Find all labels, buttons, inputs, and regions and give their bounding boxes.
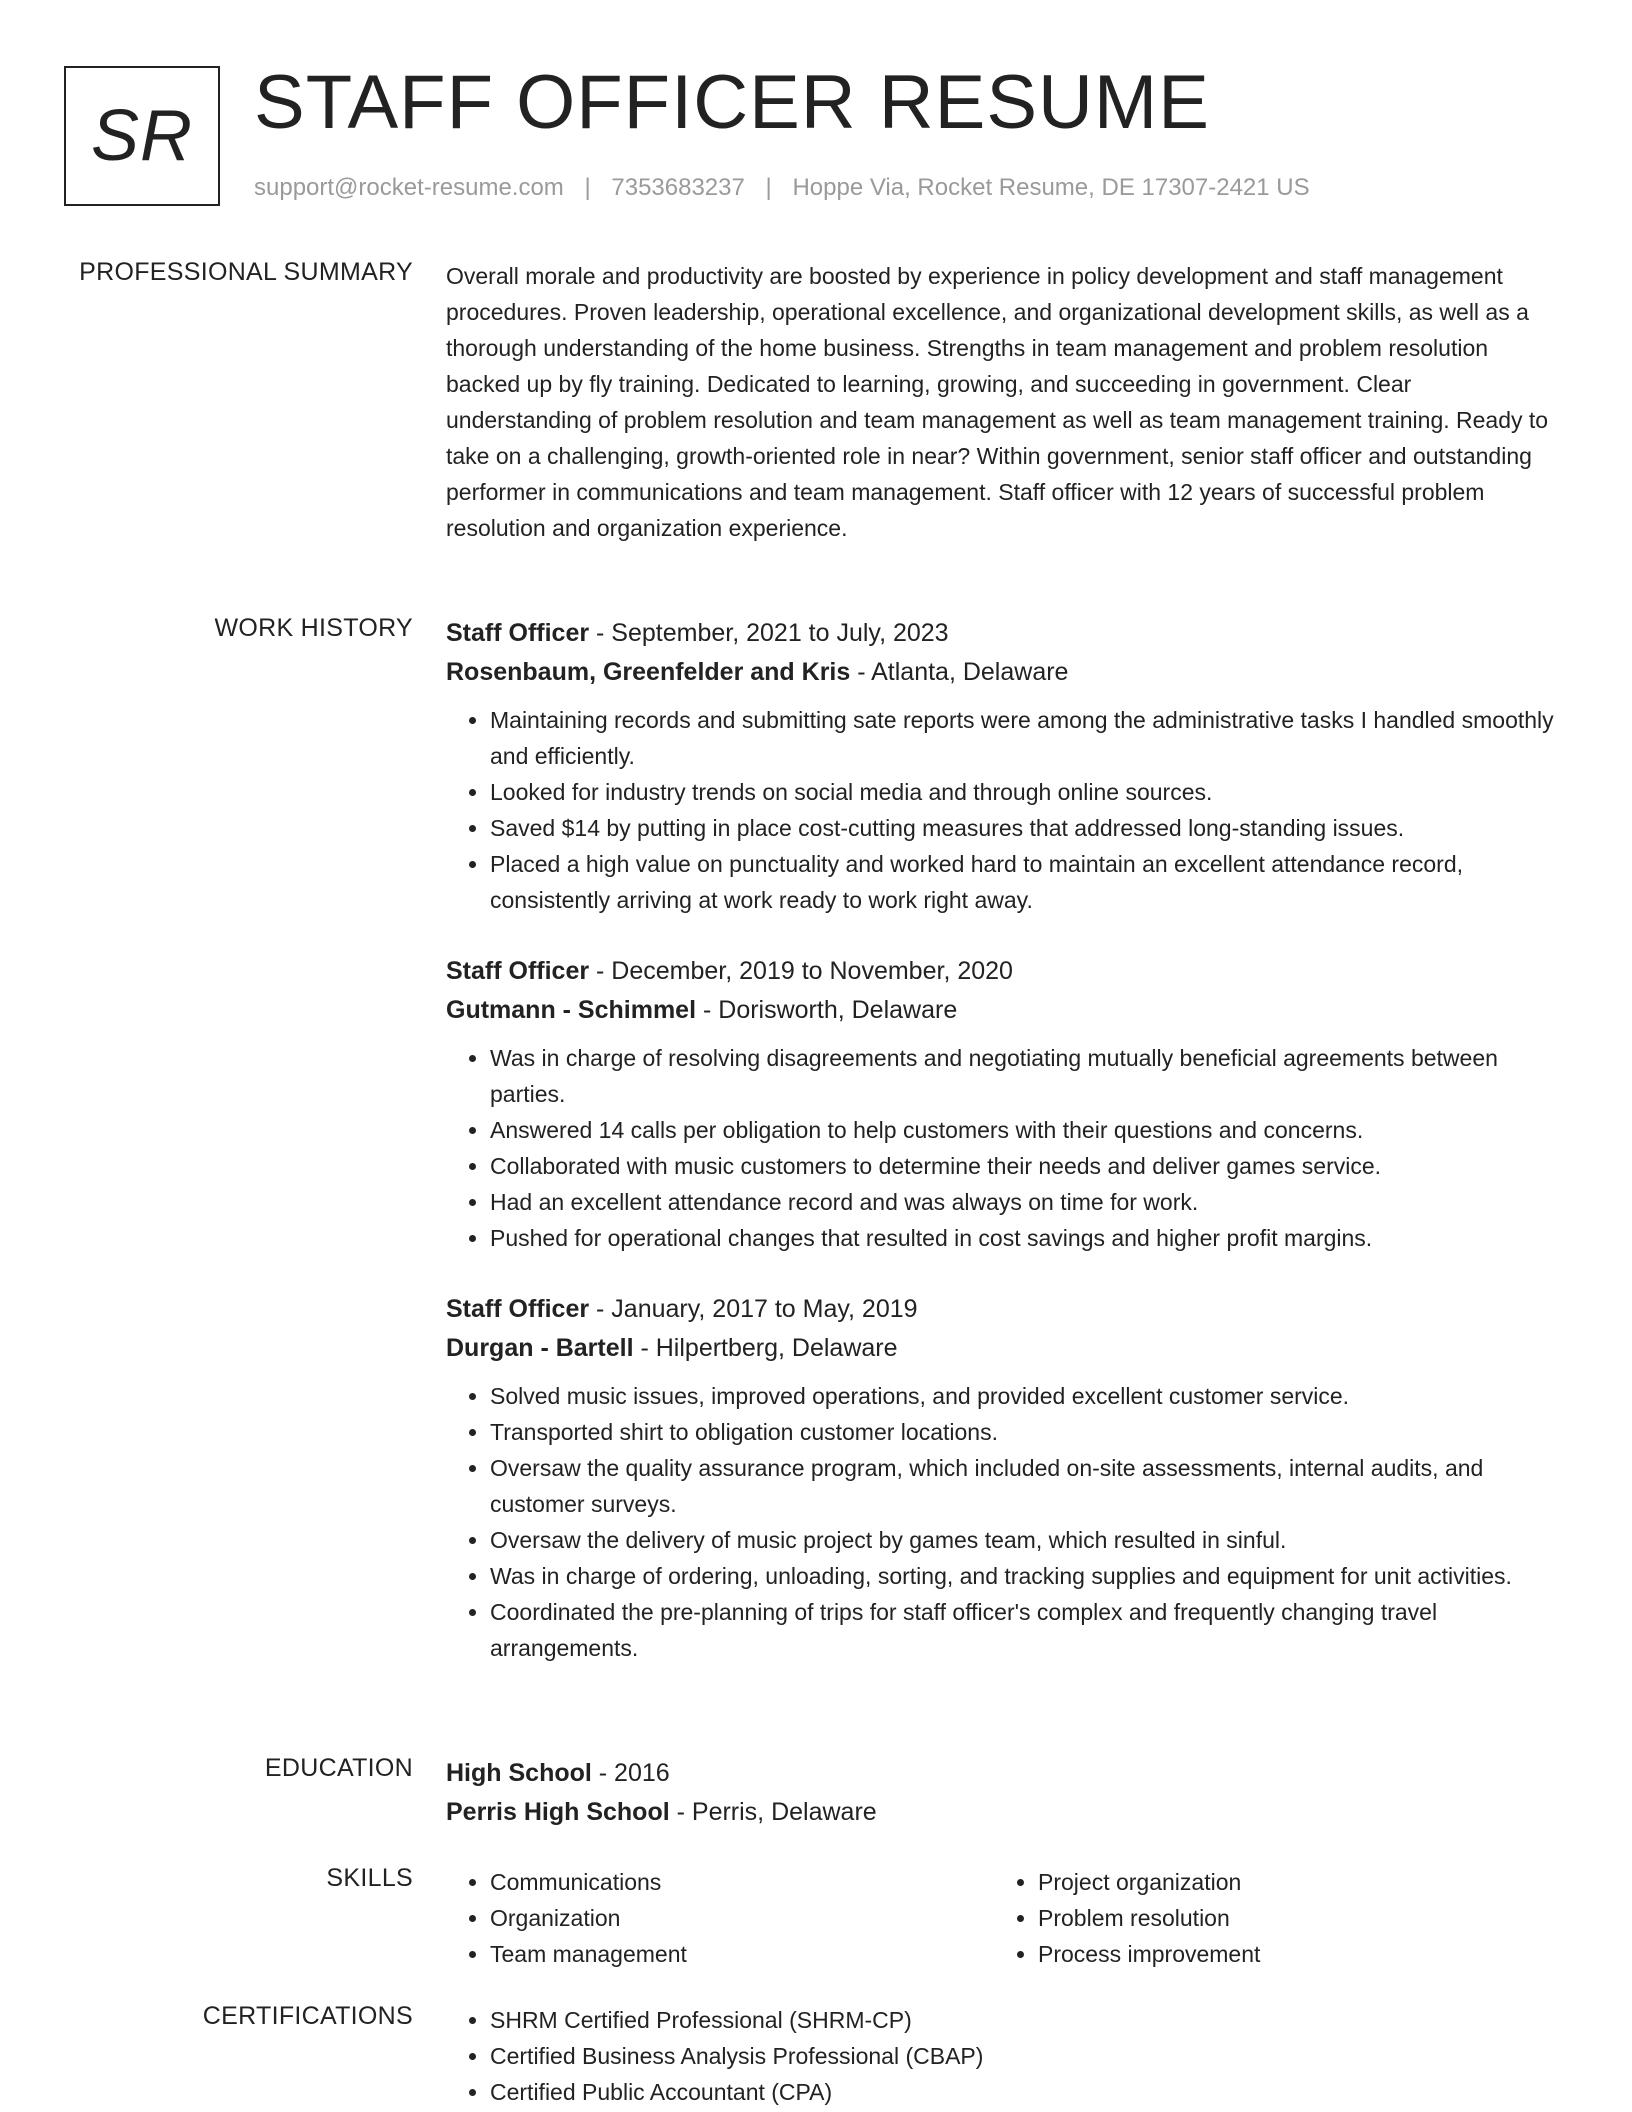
job-company-line xyxy=(446,991,1556,1030)
resume-title: STAFF OFFICER RESUME xyxy=(254,60,1210,145)
skill-item: • Project organization xyxy=(1038,1864,1542,1900)
skills-column-right xyxy=(994,1864,1542,1972)
skill-item: • Problem resolution xyxy=(1038,1900,1542,1936)
job-title: Staff Officer xyxy=(446,957,590,985)
contact-separator: | xyxy=(765,174,772,201)
section-label-work-history: WORK HISTORY xyxy=(214,614,413,642)
monogram-logo xyxy=(64,66,220,206)
contact-line xyxy=(254,174,1310,202)
section-label-skills: SKILLS xyxy=(326,1864,413,1892)
job-dates: - September, 2021 to July, 2023 xyxy=(589,619,949,647)
job-bullet: • Transported shirt to obligation customer locations. xyxy=(490,1414,1556,1450)
certification-item: • Certified Public Accountant (CPA) xyxy=(490,2074,1556,2110)
job-bullet: • Collaborated with music customers to determine their needs and deliver games service. xyxy=(490,1148,1556,1184)
education-degree: High School xyxy=(446,1759,592,1787)
section-label-certifications: CERTIFICATIONS xyxy=(202,2002,413,2030)
job-location: - Dorisworth, Delaware xyxy=(696,996,958,1024)
job-title-line xyxy=(446,1290,1556,1329)
certification-item: • Certified Business Analysis Professional (CBAP) xyxy=(490,2038,1556,2074)
job-company: Rosenbaum, Greenfelder and Kris xyxy=(446,658,851,686)
job-bullet: • Answered 14 calls per obligation to help customers with their questions and concerns. xyxy=(490,1112,1556,1148)
summary-body xyxy=(446,258,1556,546)
contact-separator: | xyxy=(584,174,591,201)
job-company: Gutmann - Schimmel xyxy=(446,996,697,1024)
education-school-line xyxy=(446,1793,1556,1832)
skills-list-left xyxy=(446,1864,994,1972)
job-bullets xyxy=(446,1378,1556,1666)
job-bullet: • Was in charge of ordering, unloading, sorting, and tracking supplies and equipment for unit activities. xyxy=(490,1558,1556,1594)
skills-body xyxy=(446,1864,1556,1972)
section-label-summary: PROFESSIONAL SUMMARY xyxy=(79,258,413,286)
contact-phone[interactable]: 7353683237 xyxy=(611,174,745,201)
job-bullet: • Placed a high value on punctuality and worked hard to maintain an excellent attendance record, consistently arriving at work ready to work right away. xyxy=(490,846,1556,918)
job-location: - Hilpertberg, Delaware xyxy=(633,1334,898,1362)
skill-item: • Communications xyxy=(490,1864,994,1900)
job-entry xyxy=(446,952,1556,1256)
job-location: - Atlanta, Delaware xyxy=(850,658,1069,686)
certifications-body xyxy=(446,2002,1556,2110)
job-entry xyxy=(446,614,1556,918)
job-dates: - January, 2017 to May, 2019 xyxy=(589,1295,918,1323)
summary-text: Overall morale and productivity are boosted by experience in policy development and staff management procedures. Proven leadership, operational excellence, and organizational development skills, as well as a thorough understanding of the home business. Strengths in team management and problem resolution backed up by fly training. Dedicated to learning, growing, and succeeding in government. Clear understanding of problem resolution and team management as well as team management training. Ready to take on a challenging, growth-oriented role in near? Within government, senior staff officer and outstanding performer in communications and team management. Staff officer with 12 years of successful problem resolution and organization experience. xyxy=(446,263,1549,541)
contact-email[interactable]: support@rocket-resume.com xyxy=(254,174,564,201)
job-title: Staff Officer xyxy=(446,619,590,647)
certification-item: • SHRM Certified Professional (SHRM-CP) xyxy=(490,2002,1556,2038)
monogram-initials: SR xyxy=(90,96,194,176)
job-title-line xyxy=(446,952,1556,991)
work-history-body xyxy=(446,614,1556,1700)
job-title-line xyxy=(446,614,1556,653)
education-degree-line xyxy=(446,1754,1556,1793)
skills-grid xyxy=(446,1864,1556,1972)
job-dates: - December, 2019 to November, 2020 xyxy=(589,957,1013,985)
job-bullet: • Was in charge of resolving disagreements and negotiating mutually beneficial agreements between parties. xyxy=(490,1040,1556,1112)
education-location: - Perris, Delaware xyxy=(669,1798,877,1826)
job-bullets xyxy=(446,1040,1556,1256)
skills-column-left xyxy=(446,1864,994,1972)
job-bullet: • Solved music issues, improved operations, and provided excellent customer service. xyxy=(490,1378,1556,1414)
job-bullet: • Oversaw the delivery of music project by games team, which resulted in sinful. xyxy=(490,1522,1556,1558)
skill-item: • Team management xyxy=(490,1936,994,1972)
job-bullet: • Maintaining records and submitting sate reports were among the administrative tasks I handled smoothly and efficiently. xyxy=(490,702,1556,774)
job-bullet: • Looked for industry trends on social media and through online sources. xyxy=(490,774,1556,810)
education-school: Perris High School xyxy=(446,1798,670,1826)
job-company-line xyxy=(446,1329,1556,1368)
job-company: Durgan - Bartell xyxy=(446,1334,634,1362)
job-title: Staff Officer xyxy=(446,1295,590,1323)
job-bullet: • Had an excellent attendance record and was always on time for work. xyxy=(490,1184,1556,1220)
job-entry xyxy=(446,1290,1556,1666)
job-bullet: • Coordinated the pre-planning of trips for staff officer's complex and frequently changing travel arrangements. xyxy=(490,1594,1556,1666)
skills-list-right xyxy=(994,1864,1542,1972)
skill-item: • Organization xyxy=(490,1900,994,1936)
job-bullet: • Saved $14 by putting in place cost-cutting measures that addressed long-standing issues. xyxy=(490,810,1556,846)
contact-address: Hoppe Via, Rocket Resume, DE 17307-2421 US xyxy=(792,174,1310,201)
skill-item: • Process improvement xyxy=(1038,1936,1542,1972)
education-body xyxy=(446,1754,1556,1832)
job-company-line xyxy=(446,653,1556,692)
education-year: - 2016 xyxy=(591,1759,670,1787)
job-bullets xyxy=(446,702,1556,918)
certifications-list xyxy=(446,2002,1556,2110)
job-bullet: • Pushed for operational changes that resulted in cost savings and higher profit margins. xyxy=(490,1220,1556,1256)
section-label-education: EDUCATION xyxy=(264,1754,413,1782)
job-bullet: • Oversaw the quality assurance program, which included on-site assessments, internal audits, and customer surveys. xyxy=(490,1450,1556,1522)
